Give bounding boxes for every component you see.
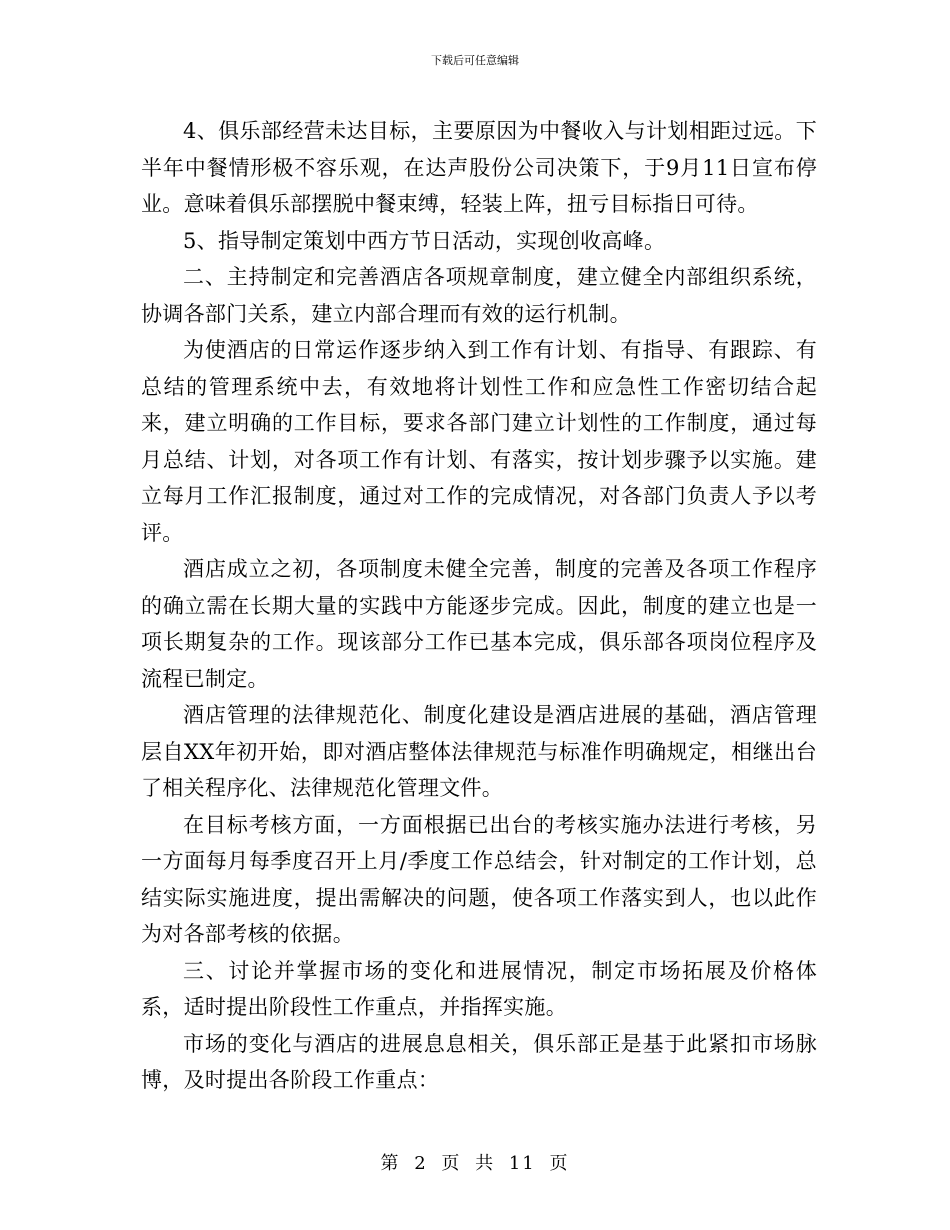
document-body [141, 113, 817, 1099]
paragraph-8: 三、讨论并掌握市场的变化和进展情况，制定市场拓展及价格体系，适时提出阶段性工作重点，并指挥实施。 [141, 958, 817, 1019]
paragraph-3: 二、主持制定和完善酒店各项规章制度，建立健全内部组织系统，协调各部门关系，建立内部合理而有效的运行机制。 [141, 265, 817, 326]
paragraph-9: 市场的变化与酒店的进展息息相关，俱乐部正是基于此紧扣市场脉博，及时提出各阶段工作重点： [141, 1031, 817, 1092]
paragraph-2: 5、指导制定策划中西方节日活动，实现创收高峰。 [183, 228, 666, 253]
paragraph-1: 4、俱乐部经营未达目标，主要原因为中餐收入与计划相距过远。下半年中餐情形极不容乐观，在达声股份公司决策下，于9月11日宣布停业。意味着俱乐部摆脱中餐束缚，轻装上阵，扭亏目标指日可待。 [141, 119, 817, 216]
paragraph-5: 酒店成立之初，各项制度未健全完善，制度的完善及各项工作程序的确立需在长期大量的实践中方能逐步完成。因此，制度的建立也是一项长期复杂的工作。现该部分工作已基本完成，俱乐部各项岗位程序及流程已制定。 [141, 557, 817, 691]
page-header: 下载后可任意编辑 [431, 54, 519, 67]
paragraph-6: 酒店管理的法律规范化、制度化建设是酒店进展的基础，酒店管理层自XX年初开始，即对酒店整体法律规范与标准作明确规定，相继出台了相关程序化、法律规范化管理文件。 [141, 703, 817, 800]
paragraph-7: 在目标考核方面，一方面根据已出台的考核实施办法进行考核，另一方面每月每季度召开上月/季度工作总结会，针对制定的工作计划，总结实际实施进度，提出需解决的问题，使各项工作落实到人，也以此作为对各部考核的依据。 [141, 812, 817, 946]
paragraph-4: 为使酒店的日常运作逐步纳入到工作有计划、有指导、有跟踪、有总结的管理系统中去，有效地将计划性工作和应急性工作密切结合起来，建立明确的工作目标，要求各部门建立计划性的工作制度，通过每月总结、计划，对各项工作有计划、有落实，按计划步骤予以实施。建立每月工作汇报制度，通过对工作的完成情况，对各部门负责人予以考评。 [141, 338, 817, 545]
page-number-footer: 第 2 页 共 11 页 [380, 1153, 570, 1174]
